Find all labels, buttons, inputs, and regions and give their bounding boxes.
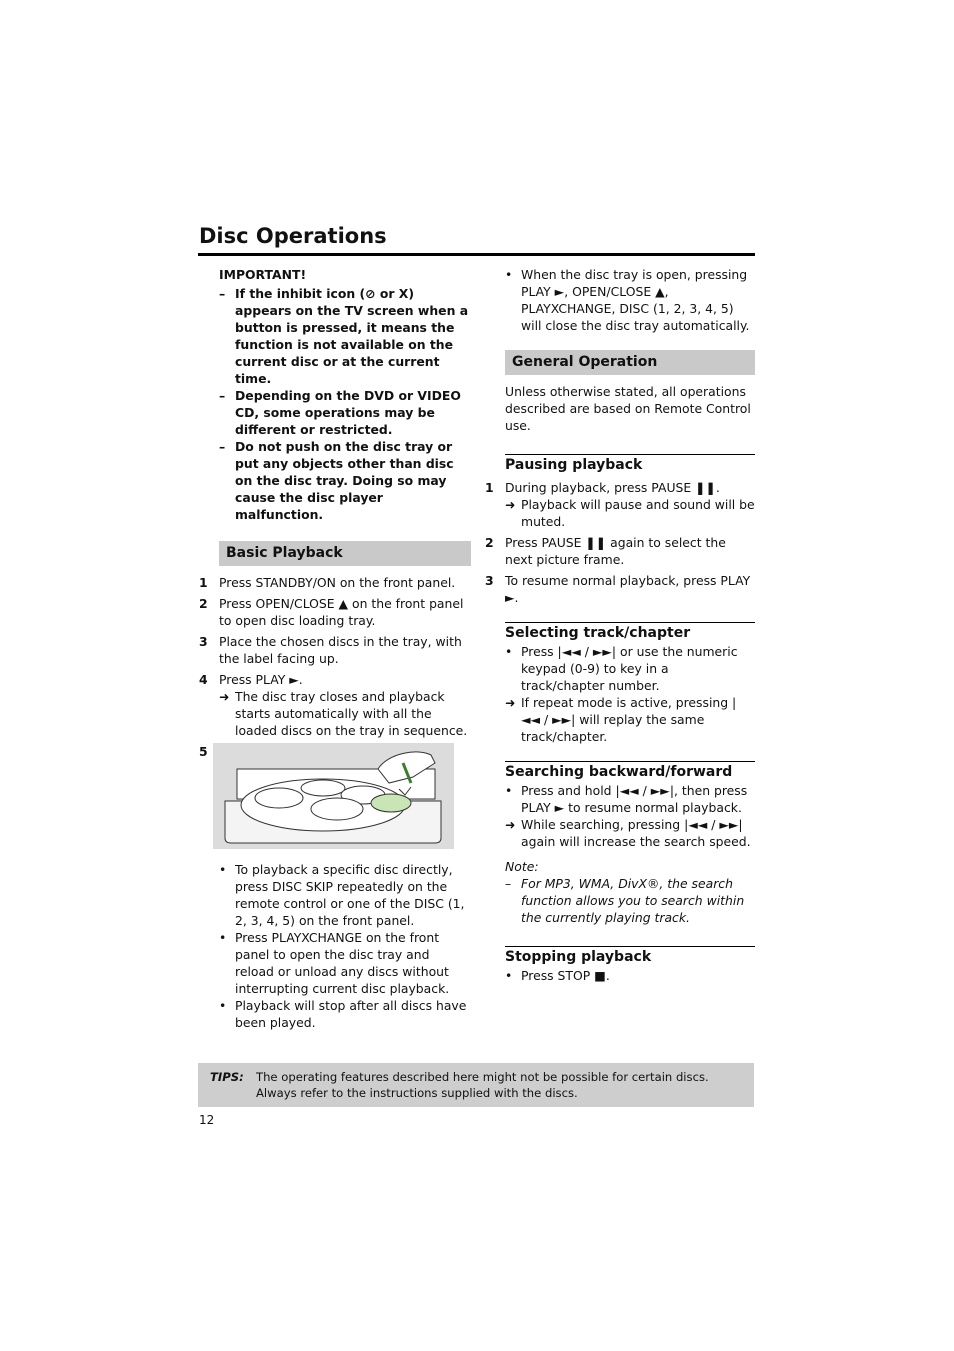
left-column	[199, 266, 471, 764]
general-operation-heading: General Operation	[505, 350, 755, 375]
tips-text: The operating features described here might not be possible for certain discs. Always refer to the instructions supplied with the discs.	[256, 1070, 709, 1100]
step-item: 2 Press OPEN/CLOSE ▲ on the front panel to open disc loading tray.	[199, 596, 464, 628]
general-operation-intro: Unless otherwise stated, all operations described are based on Remote Control use.	[505, 384, 751, 433]
bullet-item: • When the disc tray is open, pressing PLAY ►, OPEN/CLOSE ▲, PLAYXCHANGE, DISC (1, 2, 3, 4, 5) will close the disc tray automatically.	[505, 267, 750, 333]
step-result: ➜ Playback will pause and sound will be muted.	[505, 497, 755, 529]
note-text: – For MP3, WMA, DivX®, the search function allows you to search within the currently playing track.	[505, 876, 745, 925]
step-item: 2 Press PAUSE ❚❚ again to select the next picture frame.	[485, 535, 726, 567]
basic-playback-heading: Basic Playback	[219, 541, 471, 566]
bullet-item: • To playback a specific disc directly, press DISC SKIP repeatedly on the remote control or one of the DISC (1, 2, 3, 4, 5) on the front panel.	[219, 862, 465, 928]
bullet-item: • Press PLAYXCHANGE on the front panel to open the disc tray and reload or unload any discs without interrupting current disc playback.	[219, 930, 450, 996]
disc-tray-illustration	[213, 743, 454, 849]
basic-playback-notes	[219, 861, 471, 1031]
stopping-heading: Stopping playback	[505, 946, 755, 967]
step-item: 3 To resume normal playback, press PLAY ►.	[485, 573, 751, 605]
arrow-icon: ➜	[219, 689, 230, 704]
step-result: ➜ The disc tray closes and playback starts automatically with all the loaded discs on the tray in sequence.	[219, 689, 468, 738]
right-column	[485, 266, 755, 984]
arrow-icon: ➜	[505, 695, 516, 710]
tips-label: TIPS:	[210, 1070, 244, 1084]
selecting-heading: Selecting track/chapter	[505, 622, 755, 643]
page-number: 12	[199, 1113, 215, 1127]
selecting-result: ➜ If repeat mode is active, pressing |◄◄ / ►►| will replay the same track/chapter.	[505, 695, 737, 744]
arrow-icon: ➜	[505, 497, 516, 512]
important-item: – Do not push on the disc tray or put any objects other than disc on the disc tray. Doing so may cause the disc player malfunction.	[219, 439, 454, 522]
disc-tray-drawing	[213, 743, 454, 849]
searching-result: ➜ While searching, pressing |◄◄ / ►►| again will increase the search speed.	[505, 817, 751, 849]
important-heading: IMPORTANT!	[219, 267, 307, 282]
note-heading: Note:	[505, 859, 539, 874]
bullet-item: • Press and hold |◄◄ / ►►|, then press PLAY ► to resume normal playback.	[505, 783, 748, 815]
important-item: – If the inhibit icon (⊘ or X) appears on the TV screen when a button is pressed, it means the function is not available on the current disc or at the current time.	[219, 286, 469, 386]
step-item: 4 Press PLAY ►. ➜ The disc tray closes and playback starts automatically with all the loaded discs on the tray in sequence.	[199, 671, 471, 739]
basic-playback-steps	[199, 574, 471, 760]
step-item: 3 Place the chosen discs in the tray, with the label facing up.	[199, 634, 462, 666]
page-title: Disc Operations	[199, 224, 387, 248]
tips-box	[198, 1063, 754, 1107]
arrow-icon: ➜	[505, 817, 516, 832]
bullet-item: • Playback will stop after all discs have been played.	[219, 998, 467, 1030]
bullet-item: • Press STOP ■.	[505, 968, 610, 983]
step-item: 1 During playback, press PAUSE ❚❚. ➜ Playback will pause and sound will be muted.	[485, 480, 755, 529]
step-item: 5	[199, 744, 208, 759]
bullet-item: • Press |◄◄ / ►►| or use the numeric keypad (0-9) to key in a track/chapter number.	[505, 644, 738, 693]
step-item: 1 Press STANDBY/ON on the front panel.	[199, 575, 456, 590]
important-list	[219, 285, 471, 523]
pausing-heading: Pausing playback	[505, 454, 755, 475]
searching-heading: Searching backward/forward	[505, 761, 755, 782]
title-rule	[198, 253, 755, 256]
important-item: – Depending on the DVD or VIDEO CD, some operations may be different or restricted.	[219, 388, 461, 437]
